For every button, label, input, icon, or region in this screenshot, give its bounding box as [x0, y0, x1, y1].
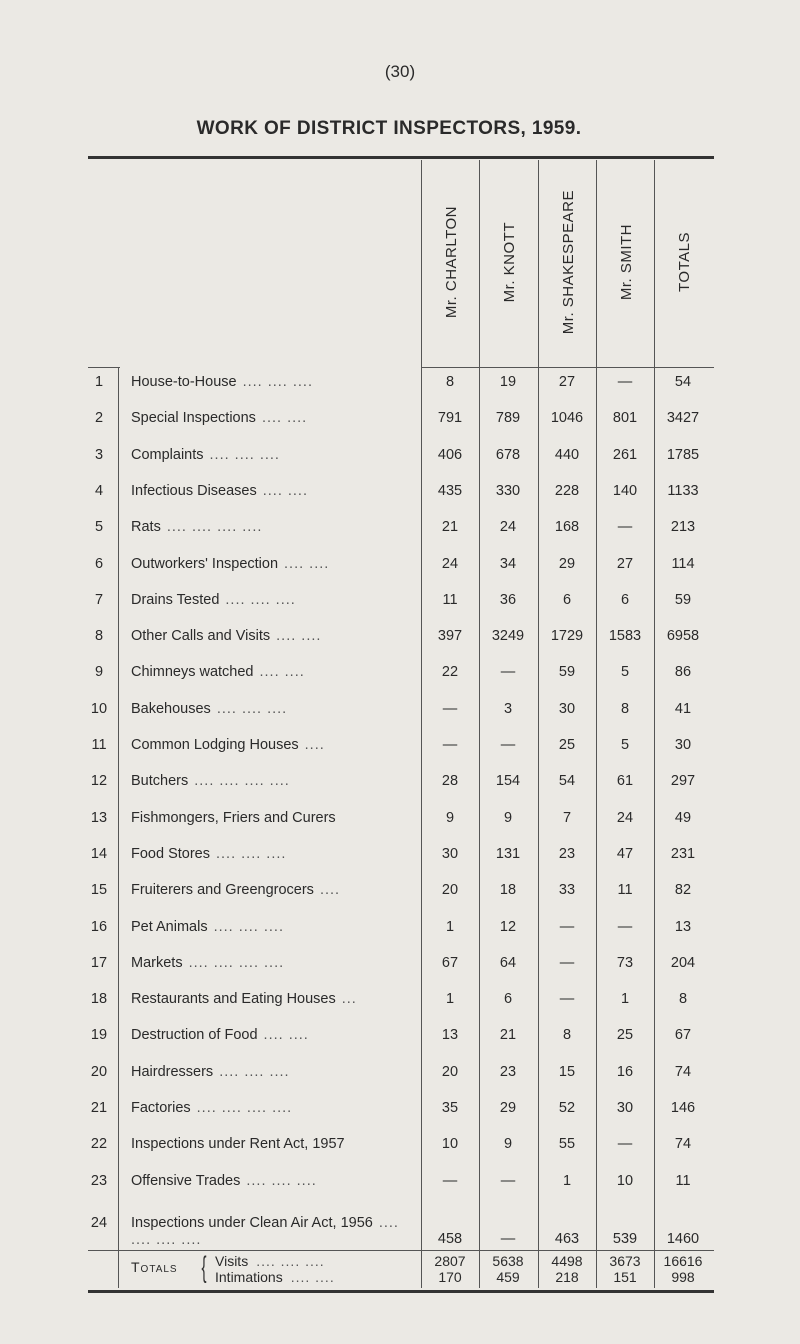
cell-total: 74 — [674, 1136, 692, 1153]
cell-knott: — — [500, 664, 516, 681]
cell-total: 30 — [674, 737, 692, 753]
cell-knott: 19 — [499, 374, 517, 390]
totals-visits-value: 16616 — [663, 1253, 703, 1269]
cell-shakespeare: 228 — [554, 482, 580, 499]
cell-total: 6958 — [666, 628, 700, 645]
table-row — [0, 1060, 800, 1088]
cell-knott: 789 — [495, 410, 521, 427]
cell-shakespeare: 23 — [558, 845, 576, 862]
cell-total: 49 — [674, 809, 692, 826]
totals-intimations-value: 459 — [496, 1269, 520, 1285]
cell-charlton: 458 — [437, 1230, 463, 1247]
cell-charlton: 11 — [442, 591, 458, 608]
cell-charlton: — — [442, 737, 458, 753]
table-row — [0, 552, 800, 580]
cell-smith: 25 — [616, 1027, 634, 1044]
cell-shakespeare: 15 — [558, 1063, 576, 1080]
totals-visits-value: 5638 — [492, 1253, 524, 1269]
cell-charlton: 1 — [445, 918, 455, 935]
cell-smith: 801 — [612, 410, 638, 427]
row-number: 18 — [90, 991, 108, 1008]
cell-smith: 10 — [616, 1172, 634, 1189]
column-header-smith: Mr. SMITH — [617, 223, 635, 301]
cell-shakespeare: 168 — [554, 519, 580, 536]
row-number: 21 — [90, 1100, 108, 1116]
cell-knott: 154 — [495, 773, 521, 790]
row-label: Complaints .... .... .... — [131, 446, 280, 463]
row-label: Butchers .... .... .... .... — [131, 773, 290, 790]
cell-smith: 24 — [616, 809, 634, 826]
cell-charlton: 20 — [441, 882, 459, 899]
table-row — [0, 733, 800, 761]
cell-shakespeare: — — [559, 918, 575, 935]
row-label: Special Inspections .... .... — [131, 410, 308, 427]
row-label: Restaurants and Eating Houses ... — [131, 991, 357, 1008]
row-number: 23 — [90, 1172, 108, 1189]
cell-total: 1785 — [666, 446, 700, 463]
totals-visits-value: 2807 — [434, 1253, 466, 1269]
cell-shakespeare: 29 — [558, 555, 576, 572]
row-number: 1 — [94, 374, 104, 390]
cell-smith: 61 — [616, 773, 634, 790]
cell-knott: 678 — [495, 446, 521, 463]
cell-charlton: 30 — [441, 845, 459, 862]
row-number: 5 — [94, 519, 104, 536]
cell-knott: 34 — [499, 555, 517, 572]
table-row — [0, 1169, 800, 1197]
table-row — [0, 697, 800, 725]
cell-charlton: 13 — [441, 1027, 459, 1044]
row-label: Factories .... .... .... .... — [131, 1100, 293, 1116]
cell-smith: — — [617, 374, 633, 390]
cell-knott: 12 — [499, 918, 517, 935]
cell-charlton: 28 — [441, 773, 459, 790]
totals-rule — [88, 1250, 714, 1251]
cell-knott: 36 — [499, 591, 517, 608]
row-number: 6 — [94, 555, 104, 572]
cell-shakespeare: 1046 — [550, 410, 584, 427]
cell-smith: 16 — [616, 1063, 634, 1080]
row-label: Inspections under Rent Act, 1957 — [131, 1136, 345, 1153]
totals-intimations-value: 151 — [613, 1269, 637, 1285]
column-header-totals: TOTALS — [675, 232, 693, 292]
table-row — [0, 951, 800, 979]
table-row — [0, 915, 800, 943]
cell-charlton: 406 — [437, 446, 463, 463]
cell-smith: 1583 — [608, 628, 642, 645]
cell-knott: 3 — [503, 700, 513, 717]
cell-shakespeare: 59 — [558, 664, 576, 681]
brace-icon: { — [201, 1251, 207, 1284]
cell-shakespeare: 7 — [562, 809, 572, 826]
table-row — [0, 1214, 800, 1248]
table-row — [0, 1096, 800, 1124]
header-rule — [421, 367, 714, 368]
cell-total: 8 — [678, 991, 688, 1008]
cell-total: 59 — [674, 591, 692, 608]
header-rule — [88, 367, 120, 368]
cell-smith: 73 — [616, 954, 634, 971]
cell-charlton: 397 — [437, 628, 463, 645]
cell-smith: 8 — [620, 700, 630, 717]
cell-total: 13 — [674, 918, 692, 935]
cell-shakespeare: 33 — [558, 882, 576, 899]
cell-total: 213 — [670, 519, 696, 536]
row-number: 8 — [94, 628, 104, 645]
row-label: Hairdressers .... .... .... — [131, 1063, 290, 1080]
row-label: Other Calls and Visits .... .... — [131, 628, 322, 645]
cell-knott: 29 — [499, 1100, 517, 1116]
table-row — [0, 479, 800, 507]
row-label: Food Stores .... .... .... — [131, 845, 287, 862]
cell-total: 82 — [674, 882, 692, 899]
row-number: 9 — [94, 664, 104, 681]
cell-total: 297 — [670, 773, 696, 790]
cell-total: 11 — [675, 1172, 691, 1189]
table-row — [0, 660, 800, 688]
cell-charlton: 24 — [441, 555, 459, 572]
cell-charlton: — — [442, 1172, 458, 1189]
cell-total: 67 — [674, 1027, 692, 1044]
cell-charlton: 20 — [441, 1063, 459, 1080]
totals-visits-value: 3673 — [609, 1253, 641, 1269]
cell-shakespeare: — — [559, 991, 575, 1008]
table-row — [0, 806, 800, 834]
totals-intimations-value: 998 — [671, 1269, 695, 1285]
cell-shakespeare: 463 — [554, 1230, 580, 1247]
cell-smith: — — [617, 519, 633, 536]
page-number: (30) — [384, 62, 416, 81]
cell-charlton: 10 — [441, 1136, 459, 1153]
cell-shakespeare: 440 — [554, 446, 580, 463]
row-label: Fruiterers and Greengrocers .... — [131, 882, 341, 899]
row-number: 2 — [94, 410, 104, 427]
cell-charlton: — — [442, 700, 458, 717]
cell-smith: 11 — [617, 882, 633, 899]
cell-total: 146 — [670, 1100, 696, 1116]
cell-smith: 5 — [620, 664, 630, 681]
cell-shakespeare: 1 — [562, 1172, 572, 1189]
cell-charlton: 35 — [441, 1100, 459, 1116]
row-label: Infectious Diseases .... .... — [131, 482, 308, 499]
cell-smith: 261 — [612, 446, 638, 463]
cell-total: 231 — [670, 845, 696, 862]
cell-knott: 24 — [499, 519, 517, 536]
column-header-charlton: Mr. CHARLTON — [442, 205, 460, 319]
table-row — [0, 588, 800, 616]
row-label: Markets .... .... .... .... — [131, 954, 285, 971]
cell-knott: 9 — [503, 1136, 513, 1153]
column-header-shakespeare: Mr. SHAKESPEARE — [559, 189, 577, 335]
row-number: 24 — [90, 1214, 108, 1231]
cell-shakespeare: 54 — [558, 773, 576, 790]
table-row — [0, 443, 800, 471]
row-number: 10 — [90, 700, 108, 717]
cell-smith: 140 — [612, 482, 638, 499]
table-row — [0, 1132, 800, 1160]
row-label: House-to-House .... .... .... — [131, 374, 313, 390]
cell-total: 41 — [674, 700, 692, 717]
cell-shakespeare: 6 — [562, 591, 572, 608]
row-number: 22 — [90, 1136, 108, 1153]
row-number: 3 — [94, 446, 104, 463]
cell-knott: 9 — [503, 809, 513, 826]
row-label: Destruction of Food .... .... — [131, 1027, 309, 1044]
table-row — [0, 987, 800, 1015]
row-label: Pet Animals .... .... .... — [131, 918, 284, 935]
cell-charlton: 435 — [437, 482, 463, 499]
cell-knott: 131 — [495, 845, 521, 862]
cell-smith: — — [617, 1136, 633, 1153]
cell-shakespeare: 25 — [558, 737, 576, 753]
row-label: Chimneys watched .... .... — [131, 664, 305, 681]
row-number: 14 — [90, 845, 108, 862]
row-number: 12 — [90, 773, 108, 790]
column-header-knott: Mr. KNOTT — [500, 221, 518, 303]
cell-charlton: 21 — [441, 519, 459, 536]
cell-total: 74 — [674, 1063, 692, 1080]
table-row — [0, 1023, 800, 1051]
row-number: 4 — [94, 482, 104, 499]
cell-knott: — — [500, 1230, 516, 1247]
cell-knott: 6 — [503, 991, 513, 1008]
totals-label: Totals — [131, 1259, 178, 1275]
cell-shakespeare: 52 — [558, 1100, 576, 1116]
row-label: Outworkers' Inspection .... .... — [131, 555, 330, 572]
cell-charlton: 67 — [441, 954, 459, 971]
cell-knott: 18 — [499, 882, 517, 899]
row-label: Rats .... .... .... .... — [131, 519, 263, 536]
cell-knott: — — [500, 737, 516, 753]
cell-smith: 6 — [620, 591, 630, 608]
row-number: 20 — [90, 1063, 108, 1080]
totals-intimations-label: Intimations .... .... — [215, 1269, 335, 1285]
cell-shakespeare: 30 — [558, 700, 576, 717]
cell-knott: 21 — [499, 1027, 517, 1044]
cell-shakespeare: 55 — [558, 1136, 576, 1153]
cell-shakespeare: 27 — [558, 374, 576, 390]
table-row — [0, 878, 800, 906]
row-number: 15 — [90, 882, 108, 899]
cell-knott: — — [500, 1172, 516, 1189]
row-number: 19 — [90, 1027, 108, 1044]
cell-total: 204 — [670, 954, 696, 971]
totals-row — [0, 1252, 800, 1286]
row-label: Fishmongers, Friers and Curers — [131, 809, 336, 826]
cell-charlton: 22 — [441, 664, 459, 681]
totals-visits-label: Visits .... .... .... — [215, 1253, 325, 1269]
totals-intimations-value: 170 — [438, 1269, 462, 1285]
cell-charlton: 8 — [445, 374, 455, 390]
cell-total: 1460 — [666, 1230, 700, 1247]
totals-intimations-value: 218 — [555, 1269, 579, 1285]
cell-smith: 539 — [612, 1230, 638, 1247]
cell-smith: 5 — [620, 737, 630, 753]
row-number: 11 — [91, 737, 107, 753]
cell-knott: 64 — [499, 954, 517, 971]
cell-smith: 47 — [616, 845, 634, 862]
table-top-rule — [88, 156, 714, 159]
row-number: 16 — [90, 918, 108, 935]
cell-charlton: 9 — [445, 809, 455, 826]
cell-smith: 30 — [616, 1100, 634, 1116]
row-number: 17 — [90, 954, 108, 971]
cell-shakespeare: 1729 — [550, 628, 584, 645]
cell-total: 54 — [674, 374, 692, 390]
table-row — [0, 515, 800, 543]
row-number: 7 — [94, 591, 104, 608]
cell-knott: 330 — [495, 482, 521, 499]
cell-smith: 27 — [616, 555, 634, 572]
cell-knott: 3249 — [491, 628, 525, 645]
totals-visits-value: 4498 — [551, 1253, 583, 1269]
table-bottom-rule — [88, 1290, 714, 1293]
cell-smith: 1 — [620, 991, 630, 1008]
cell-shakespeare: 8 — [562, 1027, 572, 1044]
cell-total: 86 — [674, 664, 692, 681]
cell-knott: 23 — [499, 1063, 517, 1080]
row-label: Bakehouses .... .... .... — [131, 700, 288, 717]
cell-total: 114 — [671, 555, 695, 572]
row-number: 13 — [90, 809, 108, 826]
cell-smith: — — [617, 918, 633, 935]
page-title: WORK OF DISTRICT INSPECTORS, 1959. — [196, 118, 582, 139]
row-label: Offensive Trades .... .... .... — [131, 1172, 317, 1189]
table-row — [0, 624, 800, 652]
table-row — [0, 406, 800, 434]
cell-shakespeare: — — [559, 954, 575, 971]
cell-charlton: 791 — [437, 410, 463, 427]
cell-total: 3427 — [666, 410, 700, 427]
table-row — [0, 842, 800, 870]
cell-total: 1133 — [667, 482, 699, 499]
table-row — [0, 769, 800, 797]
row-label: Common Lodging Houses .... — [131, 737, 325, 753]
table-row — [0, 370, 800, 398]
row-label: Inspections under Clean Air Act, 1956 .... .... .... .... — [131, 1214, 399, 1248]
cell-charlton: 1 — [445, 991, 455, 1008]
row-label: Drains Tested .... .... .... — [131, 591, 296, 608]
